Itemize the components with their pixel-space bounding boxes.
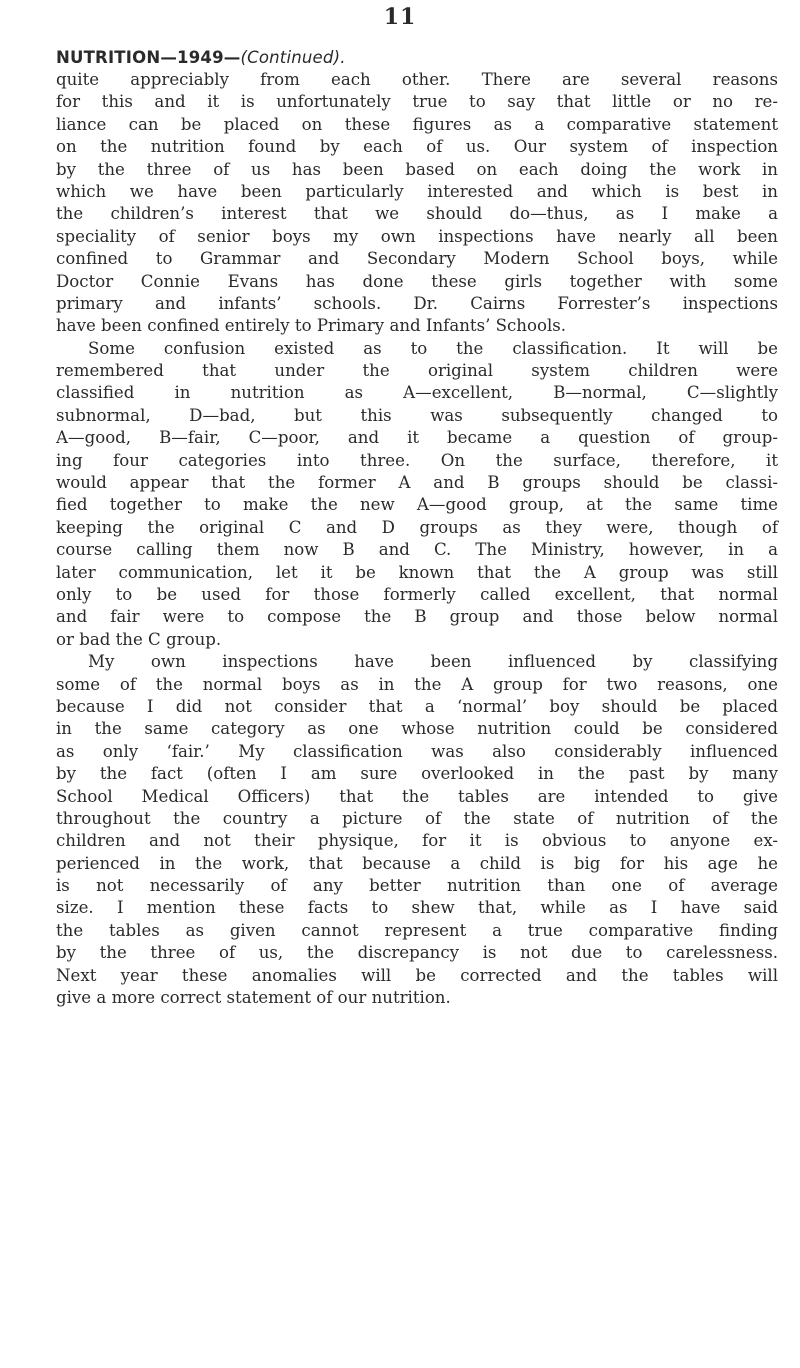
text-line: keeping the original C and D groups as they were, though of xyxy=(56,517,778,537)
text-line: for this and it is unfortunately true to say that little or no re- xyxy=(56,92,778,112)
page-number: 11 xyxy=(383,4,417,30)
text-line: by the fact (often I am sure overlooked in the past by many xyxy=(56,764,778,784)
text-line: later communication, let it be known that the A group was still xyxy=(56,562,778,582)
text-line: or bad the C group. xyxy=(56,629,222,649)
text-line: which we have been particularly interested and which is best in xyxy=(56,181,778,201)
text-line: the tables as given cannot represent a true comparative finding xyxy=(56,920,778,940)
text-line: in the same category as one whose nutrition could be considered xyxy=(56,719,778,739)
text-line: children and not their physique, for it is obvious to anyone ex- xyxy=(56,831,778,851)
text-line: is not necessarily of any better nutrition than one of average xyxy=(56,876,778,896)
text-line: quite appreciably from each other. There are several reasons xyxy=(56,70,778,89)
text-line: My own inspections have been influenced by classifying xyxy=(88,652,778,672)
text-line: liance can be placed on these figures as a comparative statement xyxy=(56,114,778,134)
body-text xyxy=(56,69,778,1009)
text-line: because I did not consider that a ‘normal’ boy should be placed xyxy=(56,696,778,716)
text-line: give a more correct statement of our nutrition. xyxy=(56,988,451,1008)
text-line: Next year these anomalies will be corrected and the tables will xyxy=(56,965,778,985)
text-line: fied together to make the new A—good group, at the same time xyxy=(56,495,778,515)
text-line: remembered that under the original system children were xyxy=(56,361,778,381)
text-line: have been confined entirely to Primary and Infants’ Schools. xyxy=(56,316,567,336)
text-line: A—good, B—fair, C—poor, and it became a question of group- xyxy=(56,428,778,448)
text-line: speciality of senior boys my own inspections have nearly all been xyxy=(56,226,778,246)
running-head xyxy=(56,48,346,67)
text-line: confined to Grammar and Secondary Modern School boys, while xyxy=(56,249,778,269)
text-line: as only ‘fair.’ My classification was also considerably influenced xyxy=(56,741,778,761)
text-line: Some confusion existed as to the classification. It will be xyxy=(88,338,778,358)
text-line: throughout the country a picture of the state of nutrition of the xyxy=(56,808,778,828)
text-line: ing four categories into three. On the surface, therefore, it xyxy=(56,450,778,470)
text-line: size. I mention these facts to shew that, while as I have said xyxy=(56,898,778,918)
text-line: subnormal, D—bad, but this was subsequently changed to xyxy=(56,405,778,425)
text-line: perienced in the work, that because a child is big for his age he xyxy=(56,853,778,873)
text-line: the children’s interest that we should do—thus, as I make a xyxy=(56,204,778,224)
text-line: some of the normal boys as in the A group for two reasons, one xyxy=(56,674,778,694)
text-line: would appear that the former A and B groups should be classi- xyxy=(56,473,778,493)
text-line: primary and infants’ schools. Dr. Cairns Forrester’s inspections xyxy=(56,293,778,313)
text-line: on the nutrition found by each of us. Our system of inspection xyxy=(56,137,778,157)
text-line: classified in nutrition as A—excellent, B—normal, C—slightly xyxy=(56,383,778,403)
text-line: by the three of us, the discrepancy is not due to carelessness. xyxy=(56,943,778,963)
text-line: and fair were to compose the B group and those below normal xyxy=(56,607,778,627)
text-line: School Medical Officers) that the tables are intended to give xyxy=(56,786,778,806)
text-line: Doctor Connie Evans has done these girls together with some xyxy=(56,271,778,291)
text-line: only to be used for those formerly called excellent, that normal xyxy=(56,584,778,604)
text-line: by the three of us has been based on each doing the work in xyxy=(56,159,778,179)
running-head-title: NUTRITION—1949— xyxy=(56,48,241,67)
running-head-continued: (Continued). xyxy=(240,48,346,67)
text-line: course calling them now B and C. The Ministry, however, in a xyxy=(56,540,778,560)
